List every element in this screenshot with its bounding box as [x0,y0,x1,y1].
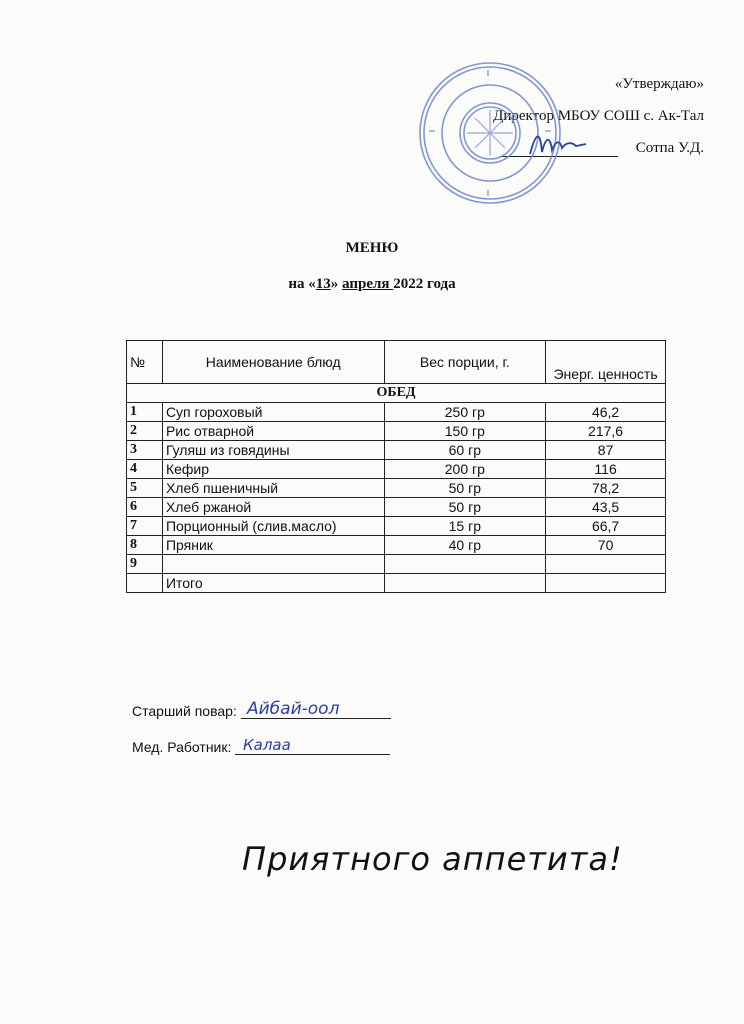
date-prefix: на « [288,276,316,292]
med-handwritten-signature [239,732,329,758]
approval-position: Директор МБОУ СОШ с. Ак-Тал [493,108,704,124]
row-number: 6 [127,498,163,517]
closing-wish: Приятного аппетита! [242,840,623,878]
dish-name: Гуляш из говядины [162,441,384,460]
cook-label: Старший повар: [132,703,237,719]
table-header-row [127,341,666,384]
med-signature-line [235,738,390,755]
row-number: 5 [127,479,163,498]
menu-table [126,340,666,593]
column-header-energy: Энерг. ценность [546,341,666,384]
date-month: апреля [342,276,394,292]
director-signature [528,126,588,160]
dish-energy: 217,6 [546,422,666,441]
date-year: 2022 года [393,276,456,292]
table-row [127,498,666,517]
dish-name: Хлеб ржаной [162,498,384,517]
svg-text:Калаа: Калаа [243,736,292,754]
dish-weight: 50 гр [384,498,546,517]
dish-weight [384,555,546,574]
dish-weight: 50 гр [384,479,546,498]
dish-energy: 66,7 [546,517,666,536]
row-number: 9 [127,555,163,574]
cook-signature-row [132,699,391,719]
dish-weight: 15 гр [384,517,546,536]
dish-weight: 250 гр [384,403,546,422]
table-row [127,422,666,441]
date-mid: » [330,276,343,292]
table-row [127,479,666,498]
table-row [127,441,666,460]
dish-weight: 60 гр [384,441,546,460]
approval-heading: «Утверждаю» [614,76,704,92]
dish-name: Пряник [162,536,384,555]
section-row [127,384,666,403]
svg-text:Айбай-оол: Айбай-оол [246,699,340,719]
cook-signature-line [241,699,391,719]
dish-energy: 43,5 [546,498,666,517]
section-label: ОБЕД [127,384,666,403]
table-row [127,517,666,536]
menu-date [0,276,744,293]
date-day: 13 [315,276,331,292]
page-title: МЕНЮ [345,240,399,256]
dish-weight: 200 гр [384,460,546,479]
column-header-number: № [127,341,163,384]
approval-director-name: Сотпа У.Д. [635,140,704,156]
dish-energy: 46,2 [546,403,666,422]
table-row [127,536,666,555]
dish-name: Рис отварной [162,422,384,441]
dish-weight: 40 гр [384,536,546,555]
row-number: 2 [127,422,163,441]
row-number: 8 [127,536,163,555]
row-number: 4 [127,460,163,479]
total-label: Итого [162,574,384,593]
table-row [127,555,666,574]
total-number-cell [127,574,163,593]
dish-name: Хлеб пшеничный [162,479,384,498]
cook-handwritten-signature [245,696,365,722]
dish-energy [546,555,666,574]
row-number: 1 [127,403,163,422]
dish-name: Суп гороховый [162,403,384,422]
row-number: 7 [127,517,163,536]
total-energy-cell [546,574,666,593]
dish-name: Кефир [162,460,384,479]
table-row [127,460,666,479]
row-number: 3 [127,441,163,460]
column-header-weight: Вес порции, г. [384,341,546,384]
dish-energy: 70 [546,536,666,555]
med-label: Мед. Работник: [132,739,232,755]
dish-name: Порционный (слив.масло) [162,517,384,536]
dish-energy: 78,2 [546,479,666,498]
total-weight-cell [384,574,546,593]
total-row [127,574,666,593]
dish-energy: 87 [546,441,666,460]
med-signature-row [132,738,390,755]
dish-name [162,555,384,574]
column-header-name: Наименование блюд [162,341,384,384]
dish-energy: 116 [546,460,666,479]
table-row [127,403,666,422]
dish-weight: 150 гр [384,422,546,441]
